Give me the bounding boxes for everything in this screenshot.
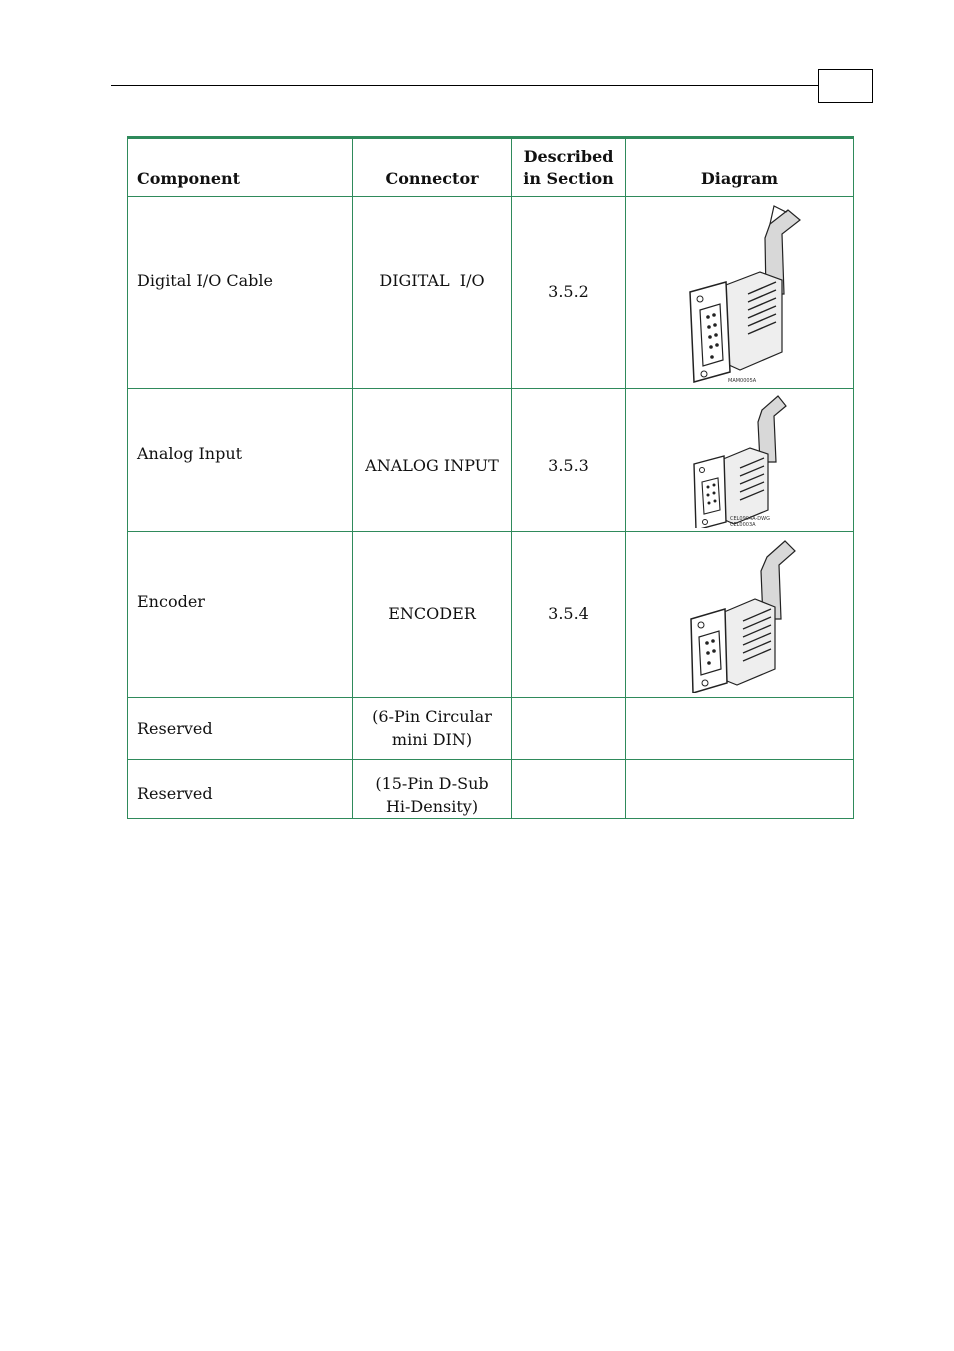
connector-cell: [353, 389, 512, 532]
section-cell: [512, 698, 626, 760]
connector-line1: DIGITAL I/O: [379, 271, 485, 290]
table-row: [128, 532, 854, 698]
header-section-line2: in Section: [523, 169, 614, 188]
component-cell: Digital I/O Cable: [128, 197, 353, 389]
table-header-row: [128, 138, 854, 197]
d-sub-9-connector-icon: [675, 537, 805, 693]
diagram-caption: CEL0904A-DWG: [729, 516, 770, 522]
header-diagram: Diagram: [626, 138, 854, 197]
connector-line1: (15-Pin D-Sub: [375, 774, 489, 793]
connector-line2: mini DIN): [391, 730, 473, 749]
connector-cell: [353, 698, 512, 760]
header-component: Component: [128, 138, 353, 197]
component-cell: Encoder: [128, 532, 353, 698]
section-cell: 3.5.3: [512, 389, 626, 532]
table-row: [128, 197, 854, 389]
connector-table: [127, 136, 854, 819]
section-cell: 3.5.2: [512, 197, 626, 389]
connector-cell: [353, 197, 512, 389]
component-cell: Analog Input: [128, 389, 353, 532]
component-cell: Reserved: [128, 760, 353, 819]
table-row: [128, 698, 854, 760]
d-sub-hd-connector-icon: [680, 392, 800, 528]
diagram-cell: [626, 532, 854, 698]
table-row: [128, 389, 854, 532]
section-cell: 3.5.4: [512, 532, 626, 698]
diagram-cell: [626, 389, 854, 532]
connector-line1: ANALOG INPUT: [365, 456, 499, 475]
component-cell: Reserved: [128, 698, 353, 760]
header-rule: [111, 85, 819, 86]
connector-line2: Hi-Density): [385, 797, 479, 816]
diagram-caption: MAM0005A: [727, 377, 756, 384]
connector-line1: (6-Pin Circular: [372, 707, 492, 726]
table-row: [128, 760, 854, 819]
section-cell: [512, 760, 626, 819]
diagram-cell: [626, 197, 854, 389]
header-section: [512, 138, 626, 197]
page-number-box: [818, 69, 873, 103]
d-sub-15-connector-icon: [670, 202, 810, 384]
connector-line1: ENCODER: [388, 604, 476, 623]
diagram-cell: [626, 698, 854, 760]
header-connector: Connector: [353, 138, 512, 197]
diagram-cell: [626, 760, 854, 819]
diagram-caption: CEL0003A: [729, 522, 756, 528]
header-section-line1: Described: [523, 147, 614, 166]
connector-cell: [353, 760, 512, 819]
connector-cell: [353, 532, 512, 698]
